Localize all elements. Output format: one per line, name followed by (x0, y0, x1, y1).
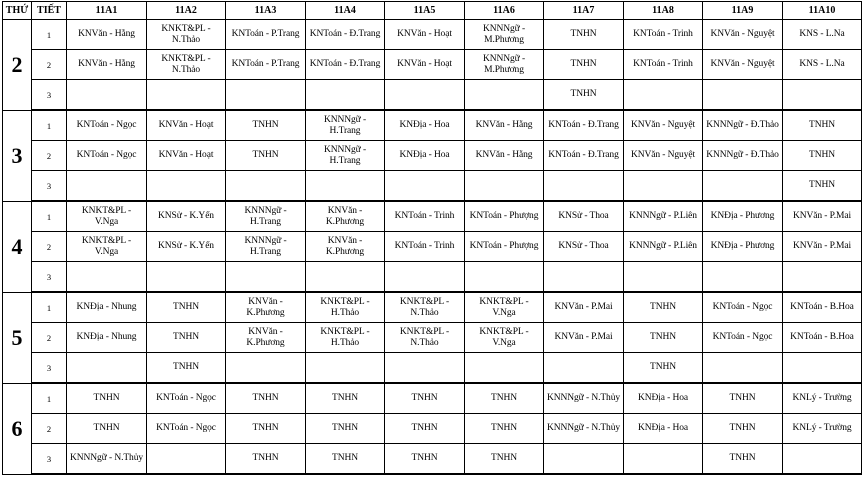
schedule-cell (544, 171, 624, 202)
schedule-cell (147, 171, 226, 202)
schedule-cell: KNĐịa - Phương (703, 232, 783, 262)
schedule-cell: KNĐịa - Nhung (67, 292, 147, 323)
schedule-cell (624, 444, 703, 475)
period-number: 1 (32, 110, 67, 141)
schedule-cell: KNKT&PL - N.Thảo (147, 20, 226, 50)
header-class: 11A9 (703, 2, 783, 20)
schedule-cell: KNNNgữ - P.Liên (624, 201, 703, 232)
table-row (3, 444, 862, 475)
schedule-cell (385, 353, 465, 384)
header-class: 11A7 (544, 2, 624, 20)
schedule-cell: KNNNgữ - M.Phương (465, 50, 544, 80)
schedule-cell (67, 171, 147, 202)
schedule-cell: KNKT&PL - V.Nga (67, 232, 147, 262)
day-label: 6 (3, 383, 32, 474)
schedule-cell: KNToán - Ngọc (147, 414, 226, 444)
schedule-cell: TNHN (306, 383, 385, 414)
schedule-cell: TNHN (465, 444, 544, 475)
schedule-cell (306, 262, 385, 293)
schedule-cell: KNVăn - Nguyệt (624, 110, 703, 141)
schedule-cell (67, 262, 147, 293)
timetable-body (3, 20, 862, 475)
schedule-cell: KNS - L.Na (783, 50, 862, 80)
schedule-cell: KNVăn - Hằng (465, 141, 544, 171)
schedule-cell: KNNNgữ - H.Trang (306, 110, 385, 141)
period-number: 1 (32, 20, 67, 50)
table-row (3, 201, 862, 232)
schedule-cell: KNĐịa - Hoa (624, 414, 703, 444)
schedule-cell: KNKT&PL - V.Nga (465, 323, 544, 353)
schedule-cell: KNToán - Trinh (624, 20, 703, 50)
schedule-cell: KNĐịa - Nhung (67, 323, 147, 353)
schedule-cell (703, 171, 783, 202)
header-class: 11A1 (67, 2, 147, 20)
schedule-cell (385, 80, 465, 111)
schedule-cell: KNVăn - Hoạt (385, 50, 465, 80)
schedule-cell: TNHN (703, 444, 783, 475)
schedule-cell: TNHN (147, 353, 226, 384)
schedule-cell: KNToán - Trinh (624, 50, 703, 80)
schedule-cell: TNHN (783, 110, 862, 141)
schedule-cell: TNHN (465, 383, 544, 414)
schedule-cell: TNHN (624, 353, 703, 384)
schedule-cell (385, 171, 465, 202)
schedule-cell: KNSử - Thoa (544, 201, 624, 232)
table-row (3, 110, 862, 141)
period-number: 2 (32, 232, 67, 262)
schedule-cell: KNNNgữ - N.Thủy (544, 414, 624, 444)
table-row (3, 141, 862, 171)
schedule-cell (624, 80, 703, 111)
header-class: 11A5 (385, 2, 465, 20)
schedule-cell (544, 444, 624, 475)
schedule-cell: TNHN (703, 383, 783, 414)
schedule-cell (306, 353, 385, 384)
schedule-cell (624, 171, 703, 202)
schedule-cell: TNHN (67, 383, 147, 414)
schedule-cell (465, 353, 544, 384)
schedule-cell (544, 353, 624, 384)
schedule-cell: KNSử - Thoa (544, 232, 624, 262)
schedule-cell: TNHN (703, 414, 783, 444)
schedule-cell: TNHN (226, 414, 306, 444)
day-label: 4 (3, 201, 32, 292)
schedule-cell: KNVăn - Hoạt (147, 141, 226, 171)
schedule-cell (67, 353, 147, 384)
header-row (3, 2, 862, 20)
day-label: 5 (3, 292, 32, 383)
schedule-cell: KNLý - Trường (783, 414, 862, 444)
schedule-cell: KNVăn - P.Mai (544, 292, 624, 323)
schedule-cell: TNHN (385, 414, 465, 444)
table-row (3, 20, 862, 50)
schedule-cell (67, 80, 147, 111)
schedule-cell (544, 262, 624, 293)
schedule-cell: KNKT&PL - V.Nga (465, 292, 544, 323)
period-number: 2 (32, 50, 67, 80)
schedule-cell: KNVăn - P.Mai (783, 232, 862, 262)
schedule-cell: KNNNgữ - P.Liên (624, 232, 703, 262)
table-row (3, 262, 862, 293)
table-row (3, 171, 862, 202)
schedule-cell: KNVăn - Nguyệt (624, 141, 703, 171)
schedule-cell (783, 262, 862, 293)
schedule-cell: KNĐịa - Hoa (385, 110, 465, 141)
schedule-cell (147, 262, 226, 293)
header-class: 11A3 (226, 2, 306, 20)
schedule-cell: KNToán - B.Hoa (783, 292, 862, 323)
table-row (3, 383, 862, 414)
schedule-cell: KNVăn - K.Phương (306, 232, 385, 262)
header-class: 11A2 (147, 2, 226, 20)
schedule-cell: KNVăn - P.Mai (544, 323, 624, 353)
schedule-cell: KNKT&PL - N.Thảo (385, 292, 465, 323)
schedule-cell: KNĐịa - Hoa (624, 383, 703, 414)
schedule-cell: KNToán - Đ.Trang (544, 110, 624, 141)
period-number: 3 (32, 171, 67, 202)
schedule-cell: KNToán - Phượng (465, 201, 544, 232)
schedule-cell (703, 80, 783, 111)
schedule-cell: KNVăn - Hằng (465, 110, 544, 141)
header-class: 11A8 (624, 2, 703, 20)
period-number: 3 (32, 444, 67, 475)
schedule-cell: KNVăn - Nguyệt (703, 50, 783, 80)
timetable (2, 1, 862, 475)
period-number: 1 (32, 201, 67, 232)
header-period: TIẾT (32, 2, 67, 20)
table-row (3, 414, 862, 444)
schedule-cell: KNS - L.Na (783, 20, 862, 50)
schedule-cell: KNVăn - Hằng (67, 50, 147, 80)
schedule-cell: KNToán - Đ.Trang (544, 141, 624, 171)
period-number: 3 (32, 262, 67, 293)
schedule-cell: TNHN (465, 414, 544, 444)
schedule-cell: TNHN (147, 323, 226, 353)
schedule-cell: TNHN (147, 292, 226, 323)
schedule-cell: KNToán - Ngọc (67, 110, 147, 141)
schedule-cell (465, 171, 544, 202)
schedule-cell: TNHN (385, 444, 465, 475)
schedule-cell: KNĐịa - Phương (703, 201, 783, 232)
period-number: 1 (32, 292, 67, 323)
period-number: 2 (32, 141, 67, 171)
period-number: 1 (32, 383, 67, 414)
table-row (3, 323, 862, 353)
schedule-cell: KNToán - Đ.Trang (306, 50, 385, 80)
period-number: 3 (32, 80, 67, 111)
schedule-cell: TNHN (624, 292, 703, 323)
schedule-cell (624, 262, 703, 293)
schedule-cell (226, 353, 306, 384)
schedule-cell: TNHN (306, 444, 385, 475)
schedule-cell (306, 80, 385, 111)
schedule-cell: KNVăn - K.Phương (226, 323, 306, 353)
schedule-cell: KNToán - Trinh (385, 201, 465, 232)
schedule-cell (703, 353, 783, 384)
table-row (3, 353, 862, 384)
schedule-cell (783, 80, 862, 111)
schedule-cell: TNHN (544, 80, 624, 111)
schedule-cell: TNHN (226, 110, 306, 141)
schedule-cell: KNVăn - P.Mai (783, 201, 862, 232)
schedule-cell: KNNNgữ - N.Thủy (67, 444, 147, 475)
schedule-cell: KNToán - P.Trang (226, 20, 306, 50)
schedule-cell: KNNNgữ - H.Trang (306, 141, 385, 171)
period-number: 3 (32, 353, 67, 384)
schedule-cell: KNNNgữ - Đ.Thảo (703, 110, 783, 141)
schedule-cell (306, 171, 385, 202)
period-number: 2 (32, 323, 67, 353)
day-label: 2 (3, 20, 32, 111)
schedule-cell: TNHN (306, 414, 385, 444)
period-number: 2 (32, 414, 67, 444)
schedule-cell: KNToán - Phượng (465, 232, 544, 262)
table-row (3, 232, 862, 262)
schedule-cell: KNLý - Trường (783, 383, 862, 414)
schedule-cell: KNToán - Ngọc (703, 292, 783, 323)
schedule-cell (226, 262, 306, 293)
header-day: THỨ (3, 2, 32, 20)
schedule-cell: KNToán - Trinh (385, 232, 465, 262)
header-class: 11A10 (783, 2, 862, 20)
schedule-cell (226, 171, 306, 202)
schedule-cell: KNNNgữ - H.Trang (226, 232, 306, 262)
schedule-cell (783, 444, 862, 475)
table-row (3, 80, 862, 111)
schedule-cell: KNToán - Ngọc (67, 141, 147, 171)
schedule-cell: KNToán - B.Hoa (783, 323, 862, 353)
schedule-cell: KNSử - K.Yến (147, 201, 226, 232)
schedule-cell: KNVăn - K.Phương (306, 201, 385, 232)
schedule-cell: TNHN (385, 383, 465, 414)
schedule-cell: TNHN (783, 141, 862, 171)
schedule-cell: TNHN (783, 171, 862, 202)
table-row (3, 292, 862, 323)
schedule-cell (147, 80, 226, 111)
schedule-cell: KNNNgữ - M.Phương (465, 20, 544, 50)
schedule-cell: KNNNgữ - H.Trang (226, 201, 306, 232)
schedule-cell (703, 262, 783, 293)
schedule-cell: KNKT&PL - N.Thảo (147, 50, 226, 80)
schedule-cell: KNKT&PL - H.Thảo (306, 323, 385, 353)
schedule-cell: TNHN (226, 444, 306, 475)
schedule-cell: TNHN (226, 383, 306, 414)
schedule-cell: TNHN (226, 141, 306, 171)
schedule-cell (465, 262, 544, 293)
schedule-cell (226, 80, 306, 111)
schedule-cell: KNToán - Ngọc (703, 323, 783, 353)
schedule-cell: KNVăn - Hoạt (385, 20, 465, 50)
schedule-cell: KNKT&PL - V.Nga (67, 201, 147, 232)
schedule-cell (385, 262, 465, 293)
schedule-cell (147, 444, 226, 475)
schedule-cell: KNVăn - Nguyệt (703, 20, 783, 50)
schedule-cell: KNKT&PL - H.Thảo (306, 292, 385, 323)
schedule-cell: KNNNgữ - N.Thủy (544, 383, 624, 414)
day-label: 3 (3, 110, 32, 201)
schedule-cell: TNHN (544, 50, 624, 80)
schedule-cell: KNToán - Đ.Trang (306, 20, 385, 50)
header-class: 11A6 (465, 2, 544, 20)
header-class: 11A4 (306, 2, 385, 20)
schedule-cell: TNHN (624, 323, 703, 353)
schedule-cell: TNHN (544, 20, 624, 50)
schedule-cell (465, 80, 544, 111)
schedule-cell: TNHN (67, 414, 147, 444)
schedule-cell (783, 353, 862, 384)
schedule-cell: KNVăn - Hoạt (147, 110, 226, 141)
schedule-cell: KNĐịa - Hoa (385, 141, 465, 171)
table-row (3, 50, 862, 80)
schedule-cell: KNToán - Ngọc (147, 383, 226, 414)
schedule-cell: KNVăn - Hằng (67, 20, 147, 50)
schedule-cell: KNSử - K.Yến (147, 232, 226, 262)
schedule-cell: KNVăn - K.Phương (226, 292, 306, 323)
schedule-cell: KNKT&PL - N.Thảo (385, 323, 465, 353)
schedule-cell: KNToán - P.Trang (226, 50, 306, 80)
schedule-cell: KNNNgữ - Đ.Thảo (703, 141, 783, 171)
